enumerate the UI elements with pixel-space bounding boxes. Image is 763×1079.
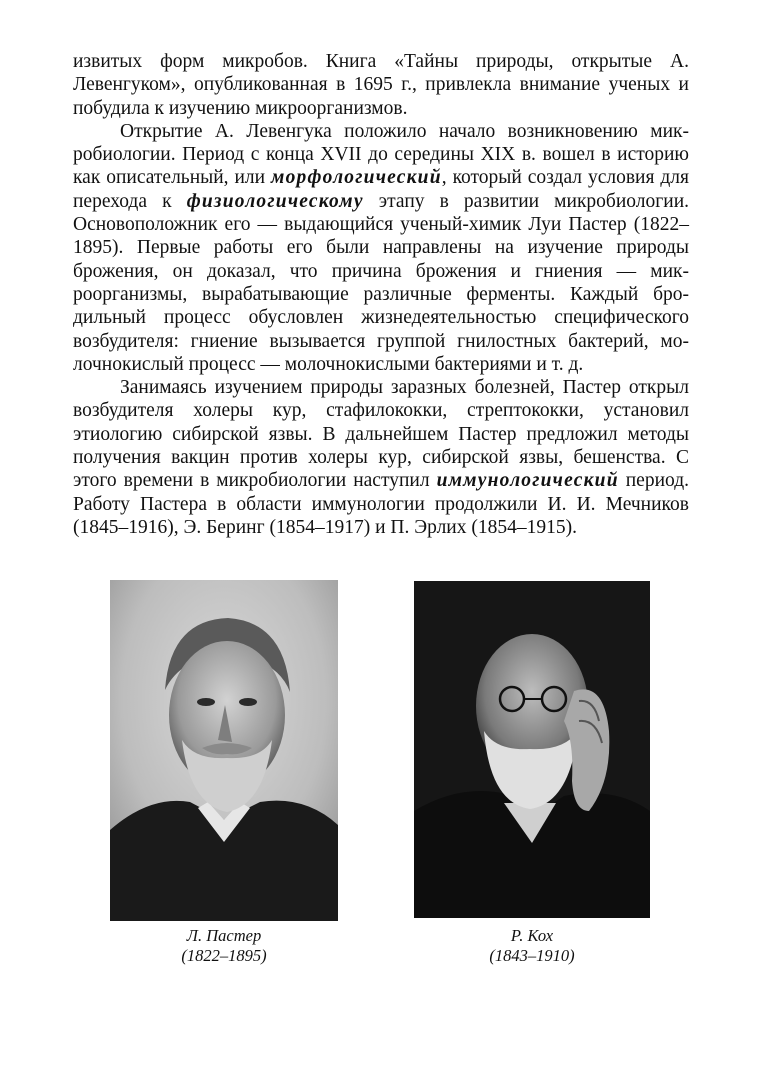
text-run: , который создал условия для перехода к — [73, 167, 689, 212]
text-run: период. Работу Пастера в области иммунологии продолжили И. И. Мечников (1845–1916), Э. Беринг (1854–1917) и П. Эрлих (1854–1915). — [73, 470, 689, 538]
paragraph-2 — [73, 120, 689, 376]
pasteur-caption-years: (1822–1895) — [181, 946, 267, 965]
koch-portrait-photo — [414, 581, 650, 918]
pasteur-caption — [110, 926, 338, 966]
text-run: извитых форм микробов. Книга «Тайны природы, открытые А. Левенгуком», опубликованная в 1695 г., привлекла внимание ученых и побудила к изучению микроорганизмов. — [73, 51, 689, 119]
document-body — [73, 50, 689, 539]
emphasized-term: иммунологический — [436, 470, 619, 492]
pasteur-portrait-photo — [110, 580, 338, 921]
text-run: Занимаясь изучением природы заразных болезней, Пастер открыл возбудителя холеры кур, стафилококки, стрептококки, установил этиологию сибирской язвы. В дальнейшем Пастер предложил методы получения вакцин против холеры кур, сибирской язвы, бешенства. С этого времени в микробиологии наступил — [73, 377, 689, 492]
paragraph-1 — [73, 50, 689, 120]
text-run: Открытие А. Левенгука положило начало возникновению микробиологии. Период с конца XVII до середины XIX в. вошел в историю как описательный, или — [73, 120, 689, 189]
paragraph-3 — [73, 376, 689, 539]
emphasized-term: физиологическому — [186, 190, 364, 212]
emphasized-term: морфологический — [271, 167, 442, 189]
pasteur-caption-name: Л. Пастер — [186, 926, 262, 945]
koch-caption — [418, 926, 646, 966]
text-run: этапу в развитии микробиологии. Основоположник его — выдающийся ученый-химик Луи Пастер (1822–1895). Первые работы его были направлены на изучение природы брожения, он доказал, что причина брожения и гниения — микроорганизмы, вырабатывающие различные ферменты. Каждый бродильный процесс обусловлен жизнедеятельностью специфического возбудителя: гниение вызывается группой гнилостных бактерий, молочнокислый процесс — молочнокислыми бактериями и т. д. — [73, 190, 690, 375]
koch-caption-years: (1843–1910) — [489, 946, 575, 965]
koch-caption-name: Р. Кох — [510, 926, 554, 945]
